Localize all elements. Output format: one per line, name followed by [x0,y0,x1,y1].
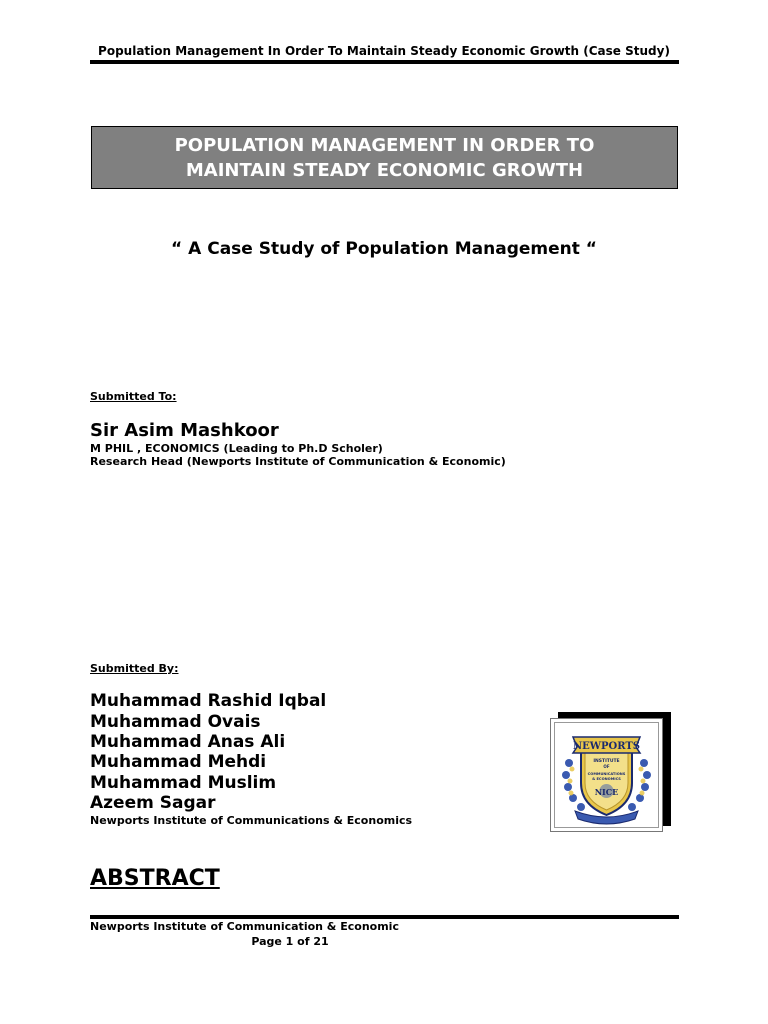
member-name: Muhammad Ovais [90,712,261,732]
member-name: Muhammad Muslim [90,773,277,793]
institute-name: Newports Institute of Communications & Economics [90,814,413,827]
section-heading-abstract: ABSTRACT [90,866,220,891]
header-rule [90,60,679,64]
title-line-1: POPULATION MANAGEMENT IN ORDER TO [174,134,595,156]
member-name: Muhammad Anas Ali [90,732,286,752]
title-box [91,126,678,189]
svg-text:OF: OF [603,764,610,769]
supervisor-position: Research Head (Newports Institute of Communication & Economic) [90,455,506,468]
supervisor-qualification: M PHIL , ECONOMICS (Leading to Ph.D Scholer) [90,442,383,455]
footer-rule [90,915,679,919]
running-header: Population Management In Order To Maintain Steady Economic Growth (Case Study) [98,44,670,58]
member-name: Muhammad Rashid Iqbal [90,691,327,711]
submitted-by-label: Submitted By: [90,662,179,675]
member-name: Muhammad Mehdi [90,752,267,772]
logo-banner-text: NEWPORTS [572,741,641,752]
svg-text:INSTITUTE: INSTITUTE [593,759,620,764]
member-name: Azeem Sagar [90,793,216,813]
supervisor-name: Sir Asim Mashkoor [90,420,279,441]
page-number: Page 1 of 21 [251,935,329,948]
footer-institute: Newports Institute of Communication & Economic [90,920,399,933]
svg-text:NICE: NICE [594,787,619,797]
institute-logo [550,718,663,832]
title-line-2: MAINTAIN STEADY ECONOMIC GROWTH [185,159,584,181]
svg-text:COMMUNICATIONS: COMMUNICATIONS [587,772,626,776]
newports-institute-crest-icon [555,723,658,827]
subtitle: “ A Case Study of Population Management “ [171,239,597,259]
svg-text:& ECONOMICS: & ECONOMICS [592,777,621,781]
submitted-to-label: Submitted To: [90,390,177,403]
